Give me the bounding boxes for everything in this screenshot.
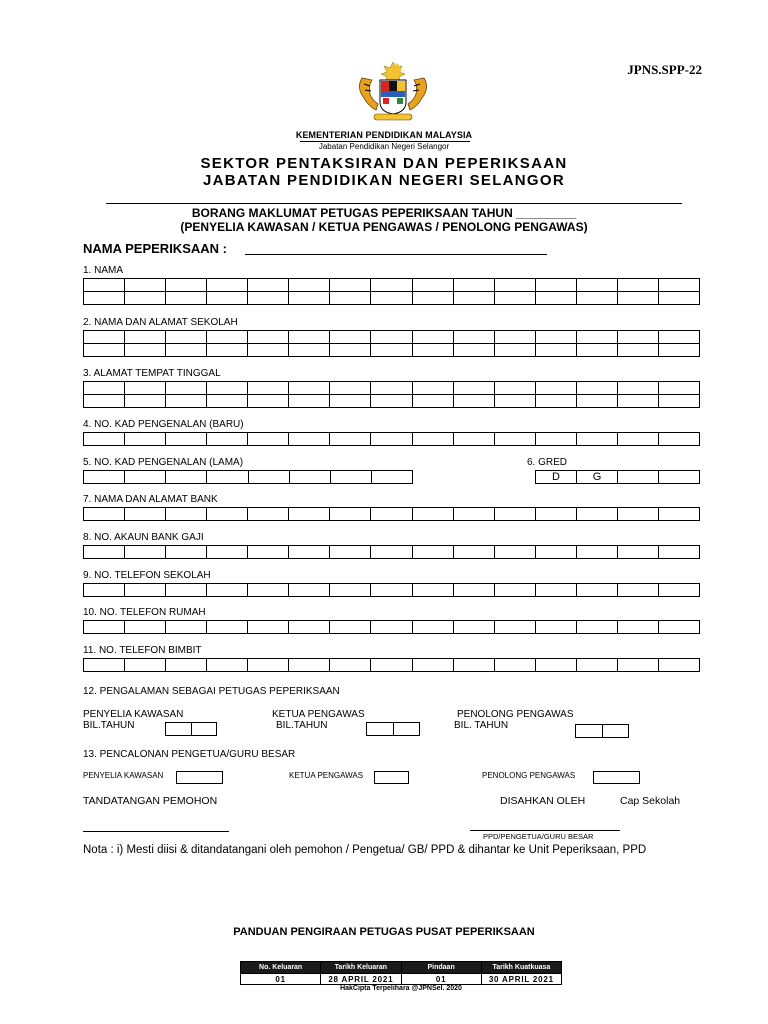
bank-char-grid[interactable] [83,507,700,521]
experience-penyelia-sub: BIL.TAHUN [83,720,135,731]
char-cell[interactable] [617,382,658,395]
version-cell: 30 APRIL 2021 [481,974,561,985]
version-header-cell: Tarikh Keluaran [321,962,401,974]
char-cell[interactable] [84,344,125,357]
char-cell[interactable] [330,292,371,305]
nomination-heading: 13. PENCALONAN PENGETUA/GURU BESAR [83,749,296,760]
char-cell[interactable] [535,659,576,672]
experience-ketua-years[interactable] [366,722,420,736]
char-cell[interactable] [371,471,412,484]
char-cell[interactable] [617,344,658,357]
char-cell[interactable] [207,471,248,484]
char-cell[interactable] [207,508,248,521]
char-cell[interactable] [84,471,125,484]
char-cell[interactable] [248,471,289,484]
submission-note: Nota : i) Mesti diisi & ditandatangani oleh pemohon / Pengetua/ GB/ PPD & dihantar ke Unit Peperiksaan, PPD [83,844,647,856]
char-cell[interactable] [207,279,248,292]
field-label-tel-bimbit: 11. NO. TELEFON BIMBIT [83,645,202,656]
char-cell[interactable] [125,621,166,634]
char-cell[interactable] [125,546,166,559]
char-cell[interactable] [166,382,207,395]
char-cell[interactable] [412,584,453,597]
char-cell[interactable] [125,331,166,344]
char-cell[interactable] [191,723,217,736]
char-cell[interactable] [412,395,453,408]
char-cell[interactable] [125,584,166,597]
char-cell[interactable] [453,546,494,559]
char-cell[interactable] [535,584,576,597]
char-cell[interactable] [535,395,576,408]
char-cell[interactable] [84,433,125,446]
char-cell[interactable] [289,433,330,446]
char-cell[interactable] [371,659,412,672]
nomination-penolong-label: PENOLONG PENGAWAS [482,771,576,780]
char-cell[interactable] [248,331,289,344]
char-cell[interactable] [658,395,699,408]
char-cell[interactable] [371,508,412,521]
char-cell[interactable] [207,344,248,357]
version-header-cell: Tarikh Kuatkuasa [481,962,561,974]
char-cell[interactable] [248,621,289,634]
alamat-tinggal-char-grid[interactable] [83,381,700,408]
char-cell[interactable] [576,382,617,395]
char-cell[interactable] [289,621,330,634]
char-cell[interactable] [125,508,166,521]
nomination-penolong-box[interactable] [593,771,640,784]
char-cell[interactable] [248,382,289,395]
char-cell[interactable] [84,279,125,292]
exam-name-label: NAMA PEPERIKSAAN : [83,241,227,256]
char-cell[interactable] [576,546,617,559]
char-cell[interactable] [658,279,699,292]
experience-penolong [454,709,574,731]
approved-by-label: DISAHKAN OLEH [500,795,586,807]
char-cell[interactable] [602,725,629,738]
char-cell[interactable] [289,331,330,344]
tel-bimbit-char-grid[interactable] [83,658,700,672]
school-stamp-label: Cap Sekolah [620,795,681,807]
char-cell[interactable] [453,433,494,446]
char-cell[interactable] [617,584,658,597]
char-cell[interactable] [535,279,576,292]
char-cell[interactable] [207,331,248,344]
char-cell[interactable] [166,508,207,521]
char-cell[interactable] [371,331,412,344]
char-cell[interactable] [494,331,535,344]
char-cell[interactable] [371,344,412,357]
char-cell[interactable] [371,621,412,634]
char-cell[interactable] [207,292,248,305]
sector-heading [0,155,768,189]
char-cell[interactable] [125,471,166,484]
char-cell[interactable] [330,659,371,672]
guide-title: PANDUAN PENGIRAAN PETUGAS PUSAT PEPERIKSAAN [233,926,535,938]
char-cell[interactable] [289,344,330,357]
char-cell[interactable] [494,659,535,672]
experience-penolong-years[interactable] [575,724,629,738]
char-cell[interactable] [617,331,658,344]
char-cell[interactable] [289,395,330,408]
char-cell[interactable] [330,546,371,559]
char-cell[interactable] [125,292,166,305]
char-cell[interactable] [207,584,248,597]
char-cell[interactable] [412,659,453,672]
char-cell[interactable] [494,584,535,597]
char-cell[interactable] [617,292,658,305]
char-cell[interactable] [494,382,535,395]
char-cell[interactable] [576,279,617,292]
char-cell[interactable] [535,433,576,446]
char-cell[interactable] [412,546,453,559]
gred-cell[interactable] [618,471,659,484]
char-cell[interactable] [330,331,371,344]
char-cell[interactable] [289,292,330,305]
char-cell[interactable] [248,508,289,521]
char-cell[interactable] [207,382,248,395]
form-subtitle: (PENYELIA KAWASAN / KETUA PENGAWAS / PENOLONG PENGAWAS) [180,220,588,234]
char-cell[interactable] [330,382,371,395]
char-cell[interactable] [453,508,494,521]
char-cell[interactable] [617,546,658,559]
field-label-alamat-tinggal: 3. ALAMAT TEMPAT TINGGAL [83,368,221,379]
char-cell[interactable] [84,621,125,634]
char-cell[interactable] [248,659,289,672]
char-cell[interactable] [494,621,535,634]
char-cell[interactable] [125,395,166,408]
char-cell[interactable] [658,546,699,559]
char-cell[interactable] [535,344,576,357]
char-cell[interactable] [393,723,420,736]
form-title-line: BORANG MAKLUMAT PETUGAS PEPERIKSAAN TAHUN _________ [191,206,577,220]
char-cell[interactable] [248,292,289,305]
char-cell[interactable] [453,292,494,305]
char-cell[interactable] [330,433,371,446]
approver-title: PPD/PENGETUA/GURU BESAR [483,832,594,841]
char-cell[interactable] [453,279,494,292]
char-cell[interactable] [617,279,658,292]
field-label-gred: 6. GRED [527,457,568,468]
char-cell[interactable] [166,723,192,736]
char-cell[interactable] [576,344,617,357]
char-cell[interactable] [125,659,166,672]
field-label-tel-rumah: 10. NO. TELEFON RUMAH [83,607,206,618]
char-cell[interactable] [535,331,576,344]
char-cell[interactable] [371,382,412,395]
char-cell[interactable] [412,382,453,395]
char-cell[interactable] [166,279,207,292]
gred-cell: G [577,471,618,484]
gred-cell[interactable] [659,471,700,484]
version-header-cell: Pindaan [401,962,481,974]
char-cell[interactable] [166,471,207,484]
char-cell[interactable] [576,584,617,597]
char-cell[interactable] [658,382,699,395]
char-cell[interactable] [371,433,412,446]
gred-cell: D [536,471,577,484]
char-cell[interactable] [658,659,699,672]
applicant-signature-line[interactable] [83,831,229,832]
char-cell[interactable] [125,382,166,395]
char-cell[interactable] [248,546,289,559]
char-cell[interactable] [166,659,207,672]
coat-of-arms-icon [350,60,436,124]
char-cell[interactable] [248,279,289,292]
char-cell[interactable] [535,621,576,634]
char-cell[interactable] [371,546,412,559]
char-cell[interactable] [658,621,699,634]
experience-ketua-sub: BIL.TAHUN [276,720,328,731]
char-cell[interactable] [289,508,330,521]
char-cell[interactable] [453,382,494,395]
char-cell[interactable] [494,292,535,305]
char-cell[interactable] [289,546,330,559]
char-cell[interactable] [248,433,289,446]
exam-name-input-line[interactable] [245,254,547,255]
char-cell[interactable] [576,725,603,738]
field-label-alamat-sekolah: 2. NAMA DAN ALAMAT SEKOLAH [83,317,238,328]
char-cell[interactable] [576,621,617,634]
field-label-ic-lama: 5. NO. KAD PENGENALAN (LAMA) [83,457,244,468]
nomination-ketua-box[interactable] [374,771,409,784]
approver-signature-line[interactable] [470,830,620,831]
char-cell[interactable] [494,508,535,521]
tel-sekolah-char-grid[interactable] [83,583,700,597]
version-header-cell: No. Keluaran [241,962,321,974]
char-cell[interactable] [166,292,207,305]
char-cell[interactable] [367,723,394,736]
char-cell[interactable] [494,546,535,559]
char-cell[interactable] [453,621,494,634]
char-cell[interactable] [371,584,412,597]
char-cell[interactable] [207,546,248,559]
char-cell[interactable] [166,584,207,597]
char-cell[interactable] [494,395,535,408]
char-cell[interactable] [330,279,371,292]
char-cell[interactable] [166,433,207,446]
char-cell[interactable] [453,659,494,672]
char-cell[interactable] [412,279,453,292]
char-cell[interactable] [125,433,166,446]
experience-heading: 12. PENGALAMAN SEBAGAI PETUGAS PEPERIKSAAN [83,686,340,697]
sector-line-1: SEKTOR PENTAKSIRAN DAN PEPERIKSAAN [200,155,568,172]
experience-penolong-label: PENOLONG PENGAWAS [457,709,574,720]
nomination-penyelia-box[interactable] [176,771,223,784]
char-cell[interactable] [289,659,330,672]
char-cell[interactable] [207,659,248,672]
char-cell[interactable] [84,382,125,395]
ministry-name: KEMENTERIAN PENDIDIKAN MALAYSIA [295,130,473,140]
char-cell[interactable] [494,279,535,292]
char-cell[interactable] [412,433,453,446]
char-cell[interactable] [371,292,412,305]
char-cell[interactable] [330,395,371,408]
char-cell[interactable] [248,344,289,357]
char-cell[interactable] [166,395,207,408]
field-label-akaun: 8. NO. AKAUN BANK GAJI [83,532,204,543]
char-cell[interactable] [453,395,494,408]
char-cell[interactable] [617,395,658,408]
version-cell: 01 [241,974,321,985]
char-cell[interactable] [453,331,494,344]
char-cell[interactable] [617,659,658,672]
char-cell[interactable] [84,292,125,305]
title-divider [106,203,682,204]
char-cell[interactable] [412,331,453,344]
char-cell[interactable] [330,584,371,597]
version-cell: 01 [401,974,481,985]
char-cell[interactable] [207,433,248,446]
ic-baru-char-grid[interactable] [83,432,700,446]
char-cell[interactable] [166,546,207,559]
char-cell[interactable] [535,508,576,521]
char-cell[interactable] [84,331,125,344]
ic-lama-char-grid[interactable] [83,470,413,484]
char-cell[interactable] [84,659,125,672]
experience-penyelia-years[interactable] [165,722,217,736]
sector-line-2: JABATAN PENDIDIKAN NEGERI SELANGOR [203,172,565,189]
char-cell[interactable] [166,621,207,634]
nomination-ketua-label: KETUA PENGAWAS [289,771,364,780]
version-cell: 28 APRIL 2021 [321,974,401,985]
char-cell[interactable] [330,471,371,484]
char-cell[interactable] [658,331,699,344]
char-cell[interactable] [576,508,617,521]
document-code: JPNS.SPP-22 [627,62,702,77]
nomination-penyelia-label: PENYELIA KAWASAN [83,771,164,780]
char-cell[interactable] [576,395,617,408]
alamat-sekolah-char-grid[interactable] [83,330,700,357]
char-cell[interactable] [412,508,453,521]
char-cell[interactable] [166,331,207,344]
char-cell[interactable] [248,395,289,408]
gred-char-grid[interactable] [535,470,700,484]
experience-penolong-sub: BIL. TAHUN [454,720,509,731]
version-table [240,961,562,985]
char-cell[interactable] [248,584,289,597]
char-cell[interactable] [617,508,658,521]
copyright-notice: HakCipta Terpelihara @JPNSel. 2020 [340,985,462,992]
char-cell[interactable] [125,344,166,357]
applicant-signature-label: TANDATANGAN PEMOHON [83,795,218,807]
char-cell[interactable] [207,395,248,408]
char-cell[interactable] [125,279,166,292]
char-cell[interactable] [289,471,330,484]
department-name-small: Jabatan Pendidikan Negeri Selangor [318,142,450,151]
char-cell[interactable] [535,546,576,559]
char-cell[interactable] [412,292,453,305]
char-cell[interactable] [576,659,617,672]
char-cell[interactable] [658,508,699,521]
char-cell[interactable] [453,584,494,597]
char-cell[interactable] [412,621,453,634]
char-cell[interactable] [576,331,617,344]
char-cell[interactable] [617,433,658,446]
char-cell[interactable] [535,292,576,305]
char-cell[interactable] [658,344,699,357]
char-cell[interactable] [289,382,330,395]
char-cell[interactable] [494,344,535,357]
field-label-bank: 7. NAMA DAN ALAMAT BANK [83,494,218,505]
char-cell[interactable] [166,344,207,357]
char-cell[interactable] [330,508,371,521]
char-cell[interactable] [84,508,125,521]
char-cell[interactable] [330,344,371,357]
char-cell[interactable] [289,279,330,292]
nama-char-grid[interactable] [83,278,700,305]
tel-rumah-char-grid[interactable] [83,620,700,634]
char-cell[interactable] [289,584,330,597]
char-cell[interactable] [658,584,699,597]
char-cell[interactable] [330,621,371,634]
char-cell[interactable] [84,584,125,597]
experience-penyelia-label: PENYELIA KAWASAN [83,709,184,720]
char-cell[interactable] [617,621,658,634]
char-cell[interactable] [494,433,535,446]
form-title [0,206,768,234]
char-cell[interactable] [658,292,699,305]
char-cell[interactable] [371,279,412,292]
char-cell[interactable] [535,382,576,395]
char-cell[interactable] [576,433,617,446]
char-cell[interactable] [453,344,494,357]
char-cell[interactable] [658,433,699,446]
char-cell[interactable] [576,292,617,305]
char-cell[interactable] [84,546,125,559]
field-label-nama: 1. NAMA [83,265,124,276]
field-label-ic-baru: 4. NO. KAD PENGENALAN (BARU) [83,419,244,430]
char-cell[interactable] [207,621,248,634]
experience-ketua-label: KETUA PENGAWAS [272,709,365,720]
char-cell[interactable] [84,395,125,408]
akaun-char-grid[interactable] [83,545,700,559]
field-label-tel-sekolah: 9. NO. TELEFON SEKOLAH [83,570,211,581]
experience-ketua [272,709,365,731]
char-cell[interactable] [371,395,412,408]
char-cell[interactable] [412,344,453,357]
